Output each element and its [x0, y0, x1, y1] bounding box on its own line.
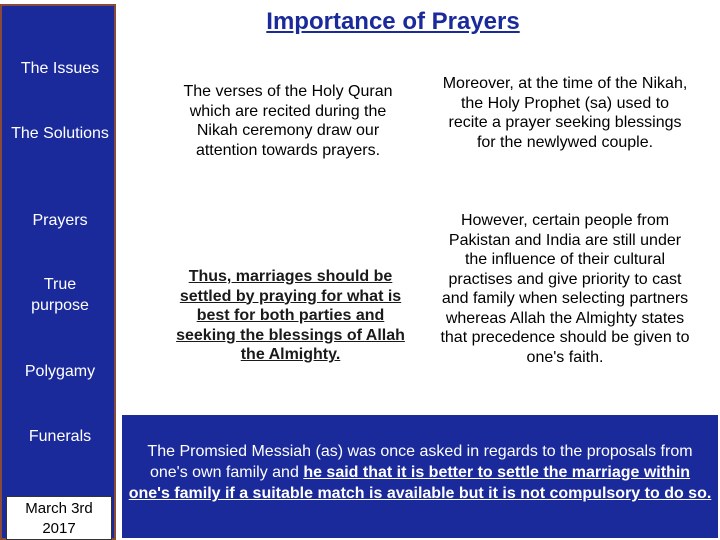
text-block-quran-verses: The verses of the Holy Quran which are recited during the Nikah ceremony draw our attention towards prayers. — [183, 83, 393, 159]
sidebar-item-true-purpose[interactable]: True purpose — [31, 276, 89, 314]
quote-box — [120, 413, 720, 540]
sidebar-nav — [0, 4, 116, 540]
sidebar-item-the-issues[interactable]: The Issues — [20, 60, 100, 77]
text-block-holy-prophet-prayer: Moreover, at the time of the Nikah, the Holy Prophet (sa) used to recite a prayer seeking blessings for the newlywed couple. — [442, 75, 688, 151]
text-block-marriage-prayer: Thus, marriages should be settled by praying for what is best for both parties and seeking the blessings of Allah the Almighty. — [176, 268, 405, 363]
sidebar-item-prayers[interactable]: Prayers — [32, 212, 88, 229]
quote-intro: The Promsied Messiah (as) was once asked in regards to the proposals from one's own family and — [147, 443, 693, 481]
quote-emphasis: he said that it is better to settle the marriage within one's family if a suitable match is available but it is not compulsory to do so. — [128, 464, 712, 502]
sidebar-item-the-solutions[interactable]: The Solutions — [11, 125, 109, 142]
page-title: Importance of Prayers — [266, 8, 520, 35]
text-block-cultural-practises: However, certain people from Pakistan and India are still under the influence of their cultural practises and give priority to cast and family when selecting partners whereas Allah the Almighty states that precedence should be given to one's faith. — [440, 212, 690, 366]
date-label: March 3rd 2017 — [6, 496, 112, 540]
sidebar-item-funerals[interactable]: Funerals — [28, 428, 92, 445]
sidebar-item-polygamy[interactable]: Polygamy — [24, 363, 96, 380]
